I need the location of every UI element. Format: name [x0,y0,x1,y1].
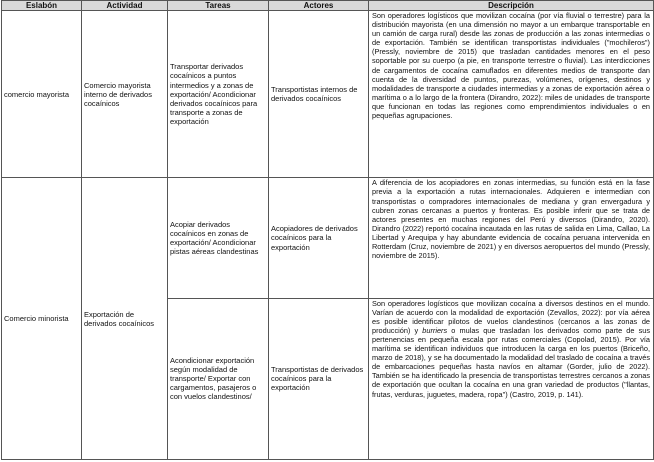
descripcion-text: Son operadores logísticos que movilizan cocaína a diversos destinos en el mundo. Varían de acuerdo con la modalidad de exportación (Zevallos, 2022): por vía aérea es posible identificar pilotos de vuelos clandestinos (cercanos a las zonas de producción) y [372,298,650,335]
descripcion-italic-term: burriers [422,325,448,335]
cell-actividad: Comercio mayorista interno de derivados cocaínicos [82,11,168,178]
cell-descripcion: Son operadores logísticos que movilizan cocaína (por vía fluvial o terrestre) para la distribución mayorista (en una dimensión no mayor a un embarque transportable en un camión de carga rural) desde las zonas de producción a las zonas intermedias o de exportación. También se identifican transportistas individuales ("mochileros") (Pressly, noviembre de 2015) que trasladan cantidades menores en el peso soportable por su cuerpo (a pie, en transporte terrestre o fluvial). Las interdicciones de cargamentos de cocaína camuflados en diferentes medios de transporte dan cuenta de la diversidad de puntos, purezas, volúmenes, orígenes, destinos y modalidades de transporte a ciudades intermedias y a zonas de exportación aérea o marítima o a lo largo de la frontera (Dirandro, 2022): miles de unidades de transporte que funcionan en todas las regiones como emprendimientos individuales o en pequeñas agrupaciones. [369,11,654,178]
header-row [2,1,654,11]
cell-descripcion [369,298,654,459]
header-actividad: Actividad [82,1,168,11]
cell-actores: Transportistas de derivados cocaínicos para la exportación [269,298,369,459]
cell-eslabon: comercio mayorista [2,11,82,178]
cell-tareas: Acopiar derivados cocaínicos en zonas de exportación/ Acondicionar pistas aéreas clandestinas [168,178,269,298]
table-container [1,0,653,460]
cell-eslabon: Comercio minorista [2,178,82,460]
supply-chain-table [1,0,654,460]
table-row [2,178,654,298]
cell-tareas: Acondicionar exportación según modalidad de transporte/ Exportar con cargamentos, pasajeros o con vuelos clandestinos/ [168,298,269,459]
cell-actividad: Exportación de derivados cocaínicos [82,178,168,460]
descripcion-text: o mulas que trasladan los derivados como parte de sus pertenencias en pequeña escala por rutas comerciales (Copolad, 2015). Por vía marítima se identifican individuos que introducen la carga en los puertos (Briceño, marzo de 2018), y se ha documentado la modalidad del traslado de cocaína a través de embarcaciones pequeñas hasta navíos en altamar (Gorder, julio de 2022). También se ha identificado la presencia de transportistas terrestres cercanos a zonas de exportación que ocultan la cocaína en una gran variedad de productos ("llantas, frutas, verduras, juguetes, madera, ropa") (Castro, 2019, p. 141). [372,325,650,399]
table-row [2,11,654,178]
header-actores: Actores [269,1,369,11]
header-eslabon: Eslabón [2,1,82,11]
header-descripcion: Descripción [369,1,654,11]
cell-descripcion: A diferencia de los acopiadores en zonas intermedias, su función está en la fase previa a la exportación a rutas internacionales. Adquieren e intermedian con transportistas o compradores internacionales de mediana y gran envergadura y cubren zonas cercanas a puertos y fronteras. Es posible inferir que se trata de actores presentes en muchas regiones del Perú y diversos (Dirandro, 2020). Dirandro (2022) reportó cocaína incautada en las rutas de salida en Lima, Callao, La Libertad y Arequipa y hay abundante evidencia de cocaína peruana intervenida en Rotterdam (Cruz, noviembre de 2021) y en diversos aeropuertos del mundo (Pressly, noviembre de 2015). [369,178,654,298]
header-tareas: Tareas [168,1,269,11]
cell-tareas: Transportar derivados cocaínicos a puntos intermedios y a zonas de exportación/ Acondicionar derivados cocaínicos para transporte a zonas de exportación [168,11,269,178]
cell-actores: Acopiadores de derivados cocaínicos para la exportación [269,178,369,298]
cell-actores: Transportistas internos de derivados cocaínicos [269,11,369,178]
